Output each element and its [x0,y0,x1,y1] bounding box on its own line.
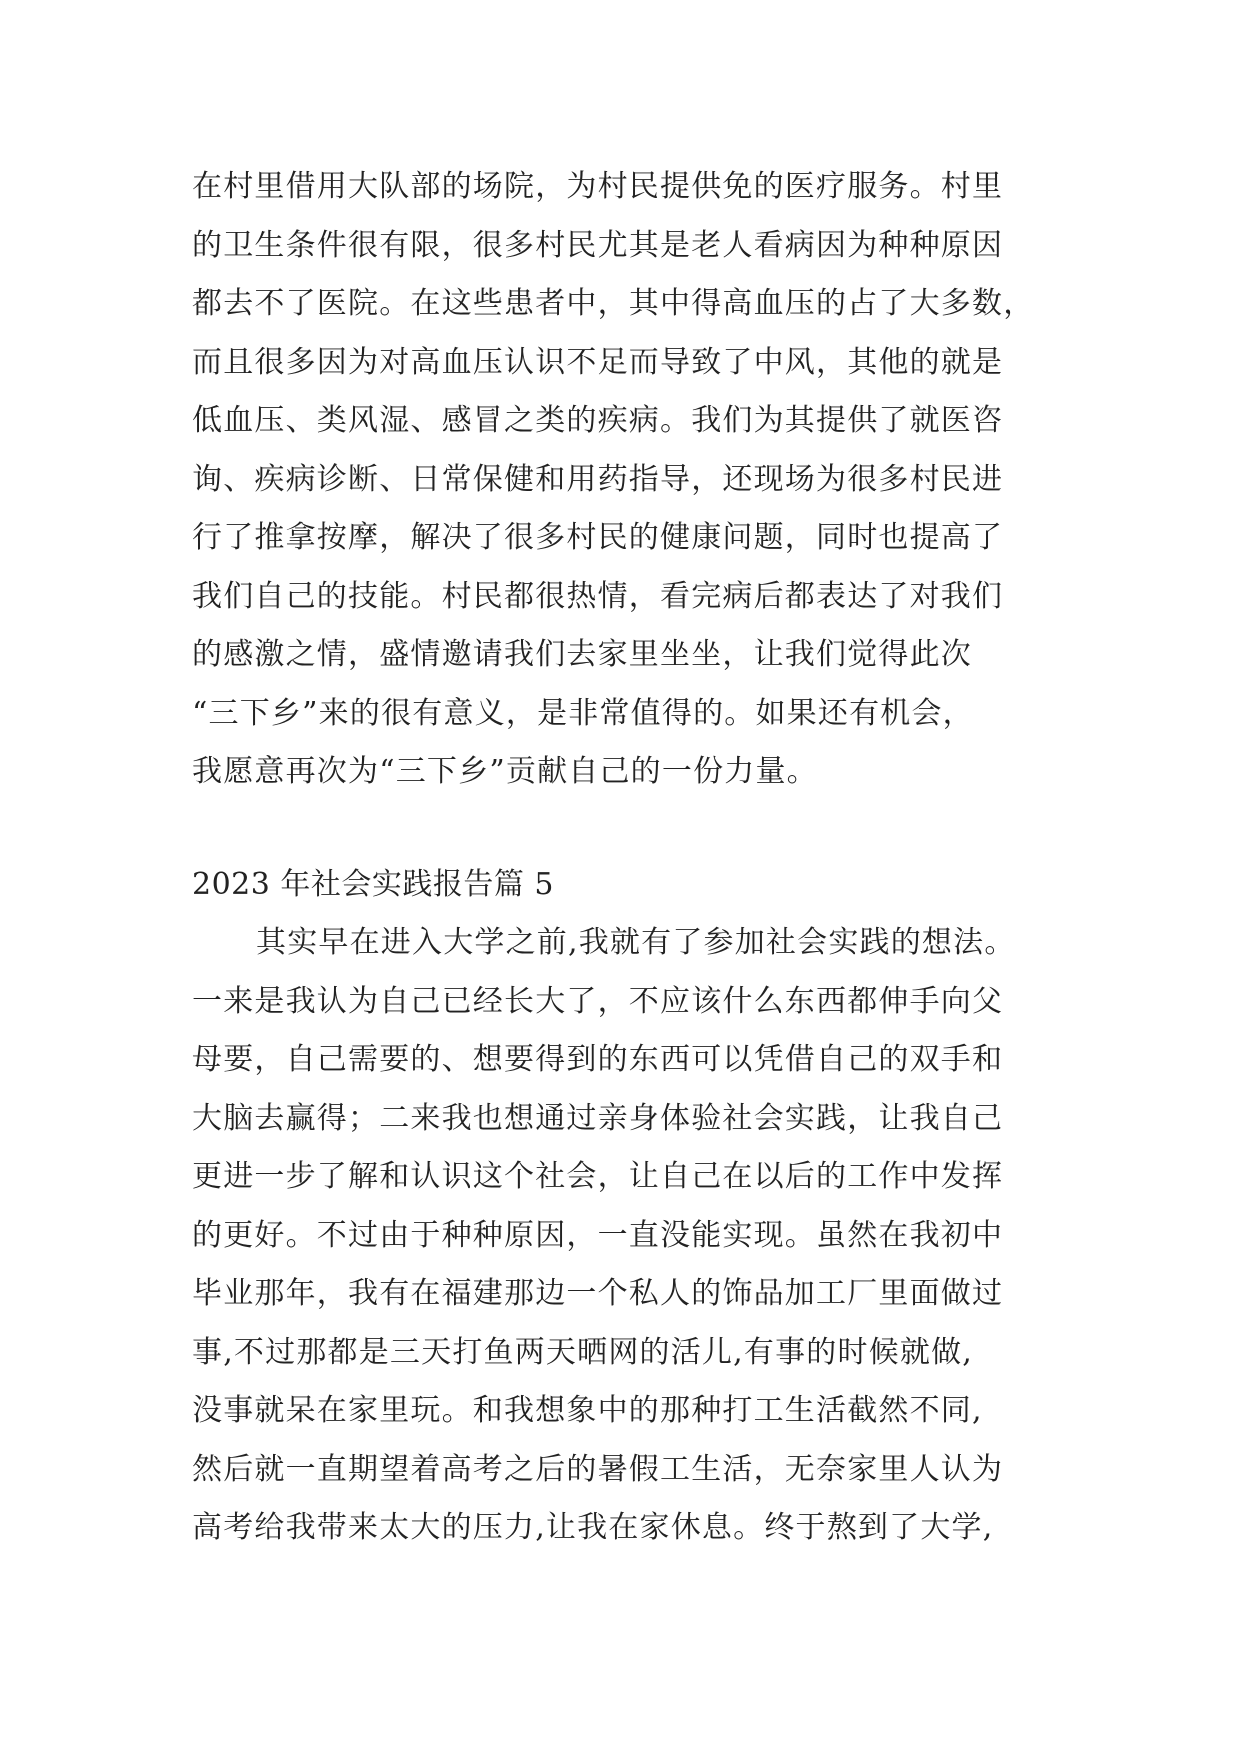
text-line: 更进一步了解和认识这个社会，让自己在以后的工作中发挥 [192,1159,1004,1194]
text-line: 行了推拿按摩，解决了很多村民的健康问题，同时也提高了 [192,520,1004,555]
text-line: 的卫生条件很有限，很多村民尤其是老人看病因为种种原因 [192,227,1004,263]
text-line: 一来是我认为自己已经长大了，不应该什么东西都伸手向父 [192,983,1004,1019]
text-line: 大脑去赢得；二来我也想通过亲身体验社会实践，让我自己 [192,1100,1004,1136]
section-heading: 2023 年社会实践报告篇 5 [192,867,555,902]
paragraph-medical-service [192,158,1072,802]
text-line: “三下乡”来的很有意义，是非常值得的。如果还有机会， [192,695,974,731]
text-line: 我们自己的技能。村民都很热情，看完病后都表达了对我们 [192,578,1004,614]
text-line: 母要，自己需要的、想要得到的东西可以凭借自己的双手和 [192,1042,1004,1077]
paragraph-social-practice [192,914,1072,1558]
text-line: 都去不了医院。在这些患者中，其中得高血压的占了大多数， [192,286,1035,321]
text-line: 毕业那年，我有在福建那边一个私人的饰品加工厂里面做过 [192,1276,1004,1311]
text-line: 没事就呆在家里玩。和我想象中的那种打工生活截然不同, [192,1393,983,1428]
text-line: 事,不过那都是三天打鱼两天晒网的活儿,有事的时候就做, [192,1334,974,1370]
text-line: 然后就一直期望着高考之后的暑假工生活，无奈家里人认为 [192,1451,1004,1487]
text-line: 的更好。不过由于种种原因，一直没能实现。虽然在我初中 [192,1217,1004,1253]
text-line: 询、疾病诊断、日常保健和用药指导，还现场为很多村民进 [192,461,1004,497]
text-line: 的感激之情，盛情邀请我们去家里坐坐，让我们觉得此次 [192,637,972,672]
text-line: 高考给我带来太大的压力,让我在家休息。终于熬到了大学, [192,1510,994,1545]
text-line: 在村里借用大队部的场院，为村民提供免的医疗服务。村里 [192,169,1004,204]
text-line: 其实早在进入大学之前,我就有了参加社会实践的想法。 [256,925,1016,960]
text-line: 而且很多因为对高血压认识不足而导致了中风，其他的就是 [192,344,1004,380]
text-line: 我愿意再次为“三下乡”贡献自己的一份力量。 [192,754,818,789]
text-line: 低血压、类风湿、感冒之类的疾病。我们为其提供了就医咨 [192,403,1004,438]
